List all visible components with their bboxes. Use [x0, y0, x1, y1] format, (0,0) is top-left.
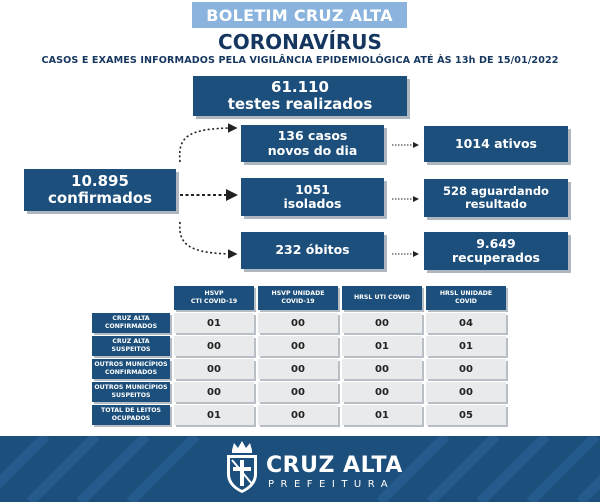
column-header: HSVP UNIDADE COVID-19 [258, 286, 338, 310]
table-cell: 00 [174, 359, 254, 379]
brand-subtitle: PREFEITURA [268, 479, 395, 490]
tests-label: testes realizados [227, 95, 373, 113]
isolated-value: 1051 [295, 181, 330, 197]
awaiting-line1: 528 aguardando [443, 183, 549, 198]
page-subtitle: CASOS E EXAMES INFORMADOS PELA VIGILÂNCIA EPIDEMIOLÓGICA ATÉ ÀS 13h DE 15/01/2022 [41, 55, 559, 66]
table-cell: 00 [174, 336, 254, 356]
isolated-box [241, 178, 384, 216]
new-cases-line1: 136 casos [277, 128, 348, 144]
table-cell: 00 [342, 382, 422, 402]
table-cell: 00 [426, 359, 506, 379]
table-row [92, 405, 506, 425]
active-box [424, 126, 568, 162]
table-cell: 01 [426, 336, 506, 356]
column-header: HSVP CTI COVID-19 [174, 286, 254, 310]
table-row [92, 313, 506, 333]
table-cell: 00 [174, 382, 254, 402]
table-row [92, 382, 506, 402]
isolated-label: isolados [283, 196, 342, 211]
table-cell: 00 [426, 382, 506, 402]
recovered-value: 9.649 [476, 235, 516, 251]
table-cell: 05 [426, 405, 506, 425]
table-cell: 00 [258, 336, 338, 356]
row-header: TOTAL DE LEITOS OCUPADOS [92, 405, 170, 425]
table-cell: 00 [342, 359, 422, 379]
confirmed-box [24, 169, 176, 211]
recovered-box [424, 232, 568, 270]
page-title: CORONAVÍRUS [218, 30, 382, 54]
beds-table [88, 283, 510, 428]
table-cell: 01 [342, 405, 422, 425]
tests-box [193, 76, 407, 116]
table-cell: 00 [258, 359, 338, 379]
active-label: 1014 ativos [454, 135, 537, 151]
bulletin-banner: BOLETIM CRUZ ALTA [192, 2, 407, 28]
confirmed-label: confirmados [47, 189, 153, 207]
table-cell: 00 [258, 313, 338, 333]
deaths-label: 232 óbitos [275, 242, 350, 258]
table-cell: 00 [258, 382, 338, 402]
confirmed-value: 10.895 [71, 171, 129, 190]
table-cell: 00 [342, 313, 422, 333]
new-cases-box [241, 125, 384, 162]
awaiting-line2: resultado [465, 197, 527, 211]
tests-value: 61.110 [271, 77, 329, 96]
column-header: HRSL UNIDADE COVID [426, 286, 506, 310]
recovered-label: recuperados [452, 250, 540, 265]
table-corner [92, 286, 170, 310]
row-header: OUTROS MUNICÍPIOS SUSPEITOS [92, 382, 170, 402]
brand-name: CRUZ ALTA [266, 453, 403, 478]
table-cell: 01 [342, 336, 422, 356]
table-cell: 01 [174, 405, 254, 425]
arrow-to-new-cases [180, 128, 236, 162]
column-header: HRSL UTI COVID [342, 286, 422, 310]
table-cell: 01 [174, 313, 254, 333]
table-cell: 00 [258, 405, 338, 425]
row-header: OUTROS MUNICÍPIOS CONFIRMADOS [92, 359, 170, 379]
arrow-to-deaths [180, 222, 236, 254]
new-cases-line2: novos do dia [267, 142, 358, 158]
table-cell: 04 [426, 313, 506, 333]
table-row [92, 359, 506, 379]
city-crest-icon [222, 440, 262, 494]
deaths-box [241, 232, 384, 269]
row-header: CRUZ ALTA CONFIRMADOS [92, 313, 170, 333]
table-header-row [92, 286, 506, 310]
row-header: CRUZ ALTA SUSPEITOS [92, 336, 170, 356]
awaiting-box [424, 179, 568, 217]
table-row [92, 336, 506, 356]
